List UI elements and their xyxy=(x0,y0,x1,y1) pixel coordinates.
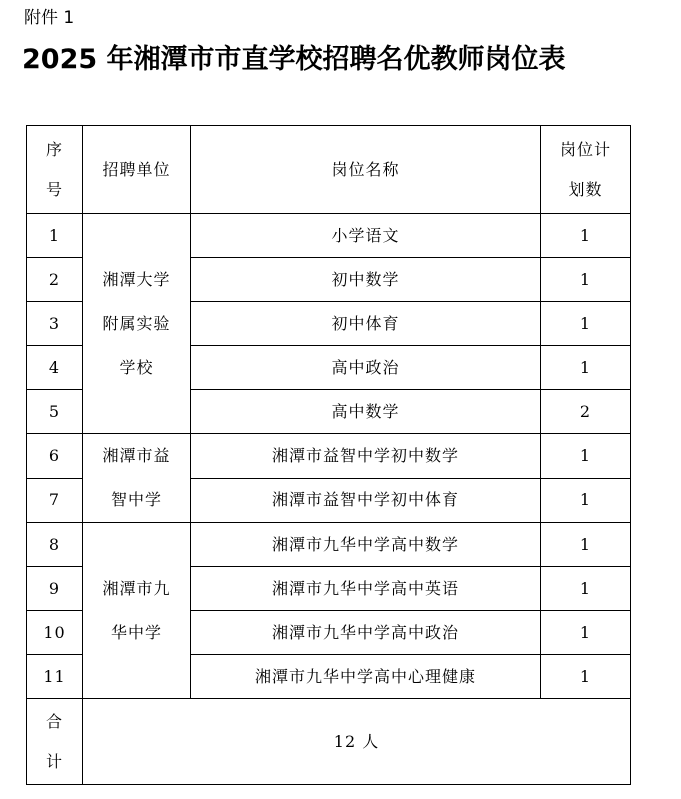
row-seq: 5 xyxy=(27,390,83,434)
row-count: 1 xyxy=(541,655,631,699)
unit-cell xyxy=(83,434,191,523)
row-position: 初中数学 xyxy=(191,258,541,302)
row-count: 1 xyxy=(541,523,631,567)
row-seq: 3 xyxy=(27,302,83,346)
header-unit: 招聘单位 xyxy=(83,126,191,214)
row-position: 湘潭市九华中学高中英语 xyxy=(191,567,541,611)
row-count: 1 xyxy=(541,611,631,655)
total-label-line: 合 xyxy=(45,711,63,731)
table-header-row xyxy=(27,126,631,214)
page-title: 2025 年湘潭市市直学校招聘名优教师岗位表 xyxy=(22,44,566,75)
table-row xyxy=(27,434,631,479)
header-seq-line: 号 xyxy=(45,179,63,199)
total-row xyxy=(27,699,631,785)
unit-line: 湘潭市益 xyxy=(102,446,171,465)
header-count-line: 岗位计 xyxy=(559,139,611,159)
row-position: 初中体育 xyxy=(191,302,541,346)
row-seq: 6 xyxy=(27,434,83,479)
header-seq-line: 序 xyxy=(45,139,63,159)
row-count: 2 xyxy=(541,390,631,434)
unit-line: 智中学 xyxy=(110,490,162,509)
row-position: 湘潭市九华中学高中数学 xyxy=(191,523,541,567)
positions-table xyxy=(26,125,631,785)
unit-line: 附属实验 xyxy=(102,313,171,333)
row-count: 1 xyxy=(541,567,631,611)
row-count: 1 xyxy=(541,346,631,390)
row-count: 1 xyxy=(541,214,631,258)
row-seq: 1 xyxy=(27,214,83,258)
row-position: 湘潭市益智中学初中数学 xyxy=(191,434,541,479)
row-count: 1 xyxy=(541,302,631,346)
total-label xyxy=(27,699,83,785)
table-row xyxy=(27,214,631,258)
row-position: 高中政治 xyxy=(191,346,541,390)
row-seq: 4 xyxy=(27,346,83,390)
row-position: 湘潭市九华中学高中政治 xyxy=(191,611,541,655)
unit-line: 湘潭大学 xyxy=(102,269,171,289)
unit-cell xyxy=(83,214,191,434)
unit-line: 华中学 xyxy=(110,622,162,642)
row-seq: 9 xyxy=(27,567,83,611)
total-value: 12 人 xyxy=(83,699,631,785)
header-count-line: 划数 xyxy=(568,179,603,199)
table-row xyxy=(27,523,631,567)
row-position: 湘潭市九华中学高中心理健康 xyxy=(191,655,541,699)
row-count: 1 xyxy=(541,478,631,523)
unit-cell xyxy=(83,523,191,699)
total-label-line: 计 xyxy=(45,751,63,771)
row-count: 1 xyxy=(541,434,631,479)
row-seq: 7 xyxy=(27,478,83,523)
row-seq: 11 xyxy=(27,655,83,699)
row-position: 湘潭市益智中学初中体育 xyxy=(191,478,541,523)
row-seq: 8 xyxy=(27,523,83,567)
row-position: 小学语文 xyxy=(191,214,541,258)
header-count xyxy=(541,126,631,214)
header-position: 岗位名称 xyxy=(191,126,541,214)
header-seq xyxy=(27,126,83,214)
unit-line: 学校 xyxy=(119,357,154,377)
attachment-label: 附件 1 xyxy=(24,8,75,28)
row-seq: 2 xyxy=(27,258,83,302)
unit-line: 湘潭市九 xyxy=(102,578,171,598)
row-count: 1 xyxy=(541,258,631,302)
row-seq: 10 xyxy=(27,611,83,655)
row-position: 高中数学 xyxy=(191,390,541,434)
